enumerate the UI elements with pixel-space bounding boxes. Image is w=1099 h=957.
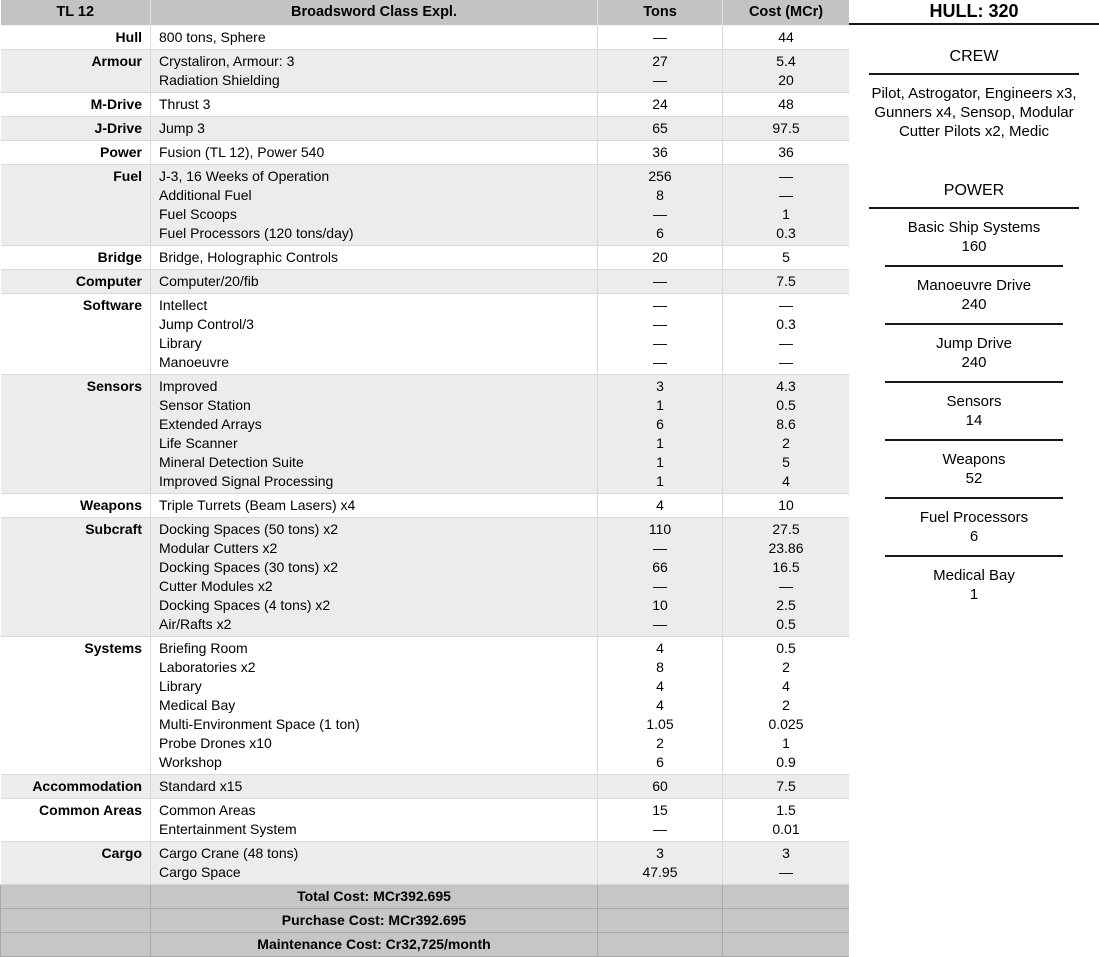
tons-line: 1.05 [646, 715, 674, 732]
tons-line: — [653, 28, 667, 45]
desc-line: Cargo Space [159, 863, 241, 880]
table-row [1, 140, 850, 164]
header-row [1, 0, 850, 25]
tons-line: 8 [656, 658, 664, 675]
cost-cell [723, 374, 850, 493]
summary-empty-cell [1, 932, 151, 956]
table-row [1, 798, 850, 841]
category-cell: Computer [1, 269, 151, 293]
cost-line: 5.4 [776, 52, 796, 69]
tons-cell [598, 92, 723, 116]
description-cell [151, 92, 598, 116]
description-cell [151, 116, 598, 140]
power-item-value: 6 [969, 528, 979, 545]
cost-line: 20 [778, 71, 794, 88]
category-cell: Bridge [1, 245, 151, 269]
tons-line: 66 [652, 558, 668, 575]
cost-line: 10 [778, 496, 794, 513]
desc-line: Intellect [159, 296, 208, 313]
category-cell: J-Drive [1, 116, 151, 140]
category-cell: Systems [1, 636, 151, 774]
cost-line: 2 [782, 658, 790, 675]
tons-line: — [653, 615, 667, 632]
desc-line: Fuel Processors (120 tons/day) [159, 224, 354, 241]
cost-line: — [779, 186, 793, 203]
summary-empty-cell [1, 884, 151, 908]
header-tl: TL 12 [1, 0, 151, 25]
spec-table-footer [1, 884, 850, 956]
desc-line: Computer/20/fib [159, 272, 259, 289]
desc-line: Crystaliron, Armour: 3 [159, 52, 295, 69]
tons-cell [598, 841, 723, 884]
tons-cell [598, 293, 723, 374]
description-cell [151, 164, 598, 245]
cost-line: 2 [782, 696, 790, 713]
power-item [849, 218, 1099, 267]
cost-line: 7.5 [776, 272, 796, 289]
cost-cell [723, 493, 850, 517]
summary-empty-cell [598, 932, 723, 956]
tons-line: 4 [656, 639, 664, 656]
tons-line: 4 [656, 496, 664, 513]
category-cell: Sensors [1, 374, 151, 493]
desc-line: Docking Spaces (30 tons) x2 [159, 558, 338, 575]
table-row [1, 49, 850, 92]
cost-line: 5 [782, 453, 790, 470]
cost-line: 5 [782, 248, 790, 265]
cost-line: — [779, 167, 793, 184]
tons-line: 4 [656, 696, 664, 713]
tons-line: 36 [652, 143, 668, 160]
desc-line: Entertainment System [159, 820, 297, 837]
cost-line: — [779, 863, 793, 880]
cost-line: 7.5 [776, 777, 796, 794]
description-cell [151, 774, 598, 798]
category-cell: Subcraft [1, 517, 151, 636]
summary-empty-cell [1, 908, 151, 932]
power-item-label: Jump Drive [936, 335, 1012, 352]
power-item-rule [885, 555, 1063, 557]
tons-cell [598, 140, 723, 164]
cost-cell [723, 92, 850, 116]
tons-line: 20 [652, 248, 668, 265]
desc-line: Thrust 3 [159, 95, 211, 112]
crew-section [849, 47, 1099, 141]
tons-cell [598, 374, 723, 493]
description-cell [151, 293, 598, 374]
cost-line: 3 [782, 844, 790, 861]
desc-line: Additional Fuel [159, 186, 252, 203]
tons-line: 3 [656, 377, 664, 394]
description-cell [151, 493, 598, 517]
summary-empty-cell [598, 884, 723, 908]
power-title: POWER [943, 182, 1005, 199]
category-cell: Software [1, 293, 151, 374]
power-item-label: Medical Bay [933, 567, 1015, 584]
desc-line: Mineral Detection Suite [159, 453, 304, 470]
category-cell: Armour [1, 49, 151, 92]
cost-line: 23.86 [768, 539, 804, 556]
desc-line: Docking Spaces (50 tons) x2 [159, 520, 338, 537]
tons-line: 1 [656, 396, 664, 413]
cost-line: — [779, 296, 793, 313]
desc-line: Library [159, 677, 202, 694]
desc-line: Multi-Environment Space (1 ton) [159, 715, 360, 732]
description-cell [151, 841, 598, 884]
cost-line: 1.5 [776, 801, 796, 818]
cost-cell [723, 164, 850, 245]
category-cell: Cargo [1, 841, 151, 884]
cost-line: 97.5 [772, 119, 800, 136]
power-item-label: Basic Ship Systems [907, 219, 1041, 236]
category-cell: Weapons [1, 493, 151, 517]
cost-line: 36 [778, 143, 794, 160]
cost-line: 16.5 [772, 558, 800, 575]
desc-line: Medical Bay [159, 696, 236, 713]
cost-line: 4 [782, 472, 790, 489]
cost-line: 44 [778, 28, 794, 45]
table-row [1, 493, 850, 517]
summary-text: Purchase Cost: MCr392.695 [151, 908, 598, 932]
cost-cell [723, 517, 850, 636]
cost-cell [723, 25, 850, 49]
description-cell [151, 636, 598, 774]
cost-cell [723, 140, 850, 164]
desc-line: Fuel Scoops [159, 205, 237, 222]
crew-members: Pilot, Astrogator, Engineers x3, Gunners x4, Sensop, Modular Cutter Pilots x2, Medic [871, 85, 1077, 140]
tons-cell [598, 245, 723, 269]
category-cell: Fuel [1, 164, 151, 245]
cost-line: 0.5 [776, 615, 796, 632]
tons-line: — [653, 272, 667, 289]
tons-line: 2 [656, 734, 664, 751]
header-class-name: Broadsword Class Expl. [151, 0, 598, 25]
power-item [849, 508, 1099, 557]
crew-title-rule [869, 73, 1079, 75]
power-item [849, 276, 1099, 325]
description-cell [151, 269, 598, 293]
category-cell: Accommodation [1, 774, 151, 798]
tons-line: 6 [656, 753, 664, 770]
category-cell: Common Areas [1, 798, 151, 841]
power-item-rule [885, 381, 1063, 383]
table-row [1, 293, 850, 374]
tons-line: — [653, 71, 667, 88]
desc-line: Probe Drones x10 [159, 734, 272, 751]
desc-line: Fusion (TL 12), Power 540 [159, 143, 325, 160]
power-item-value: 240 [961, 354, 987, 371]
description-cell [151, 374, 598, 493]
description-cell [151, 245, 598, 269]
summary-text: Maintenance Cost: Cr32,725/month [151, 932, 598, 956]
cost-line: 0.01 [772, 820, 800, 837]
desc-line: Life Scanner [159, 434, 238, 451]
tons-line: — [653, 820, 667, 837]
desc-line: Briefing Room [159, 639, 248, 656]
power-section [849, 181, 1099, 604]
desc-line: Improved [159, 377, 218, 394]
tons-cell [598, 774, 723, 798]
power-title-rule [869, 207, 1079, 209]
tons-line: 3 [656, 844, 664, 861]
power-item-value: 14 [965, 412, 983, 429]
description-cell [151, 517, 598, 636]
spec-table-header [1, 0, 850, 25]
summary-row [1, 884, 850, 908]
power-item-label: Sensors [946, 393, 1002, 410]
description-cell [151, 49, 598, 92]
power-list [849, 218, 1099, 604]
tons-line: 1 [656, 472, 664, 489]
desc-line: Standard x15 [159, 777, 243, 794]
cost-line: 0.3 [776, 315, 796, 332]
desc-line: Cargo Crane (48 tons) [159, 844, 299, 861]
category-cell: M-Drive [1, 92, 151, 116]
desc-line: Sensor Station [159, 396, 251, 413]
power-item-value: 240 [961, 296, 987, 313]
power-item-rule [885, 265, 1063, 267]
cost-line: 48 [778, 95, 794, 112]
power-item-rule [885, 439, 1063, 441]
desc-line: Extended Arrays [159, 415, 262, 432]
tons-line: 60 [652, 777, 668, 794]
crew-title: CREW [949, 48, 999, 65]
cost-line: 0.9 [776, 753, 796, 770]
cost-cell [723, 841, 850, 884]
cost-cell [723, 774, 850, 798]
tons-line: 10 [652, 596, 668, 613]
desc-line: Jump 3 [159, 119, 205, 136]
cost-cell [723, 269, 850, 293]
summary-empty-cell [598, 908, 723, 932]
cost-line: — [779, 353, 793, 370]
desc-line: Bridge, Holographic Controls [159, 248, 338, 265]
tons-line: 6 [656, 224, 664, 241]
cost-line: 8.6 [776, 415, 796, 432]
desc-line: Radiation Shielding [159, 71, 280, 88]
cost-line: 2.5 [776, 596, 796, 613]
table-row [1, 116, 850, 140]
power-item-value: 1 [969, 586, 979, 603]
cost-line: 0.5 [776, 639, 796, 656]
description-cell [151, 798, 598, 841]
summary-row [1, 908, 850, 932]
desc-line: Triple Turrets (Beam Lasers) x4 [159, 496, 356, 513]
desc-line: Jump Control/3 [159, 315, 254, 332]
tons-line: 1 [656, 453, 664, 470]
tons-line: 6 [656, 415, 664, 432]
description-cell [151, 140, 598, 164]
power-item-rule [885, 497, 1063, 499]
tons-line: — [653, 334, 667, 351]
table-row [1, 92, 850, 116]
cost-line: 1 [782, 205, 790, 222]
table-row [1, 25, 850, 49]
table-row [1, 841, 850, 884]
table-row [1, 374, 850, 493]
desc-line: Improved Signal Processing [159, 472, 334, 489]
desc-line: J-3, 16 Weeks of Operation [159, 167, 330, 184]
power-item [849, 334, 1099, 383]
tons-line: 65 [652, 119, 668, 136]
tons-cell [598, 164, 723, 245]
cost-cell [723, 293, 850, 374]
table-row [1, 164, 850, 245]
tons-line: 4 [656, 677, 664, 694]
cost-line: 1 [782, 734, 790, 751]
table-row [1, 245, 850, 269]
desc-line: Modular Cutters x2 [159, 539, 278, 556]
cost-cell [723, 116, 850, 140]
category-cell: Power [1, 140, 151, 164]
power-item-value: 52 [965, 470, 983, 487]
header-tons: Tons [598, 0, 723, 25]
cost-line: — [779, 577, 793, 594]
cost-line: — [779, 334, 793, 351]
cost-line: 0.3 [776, 224, 796, 241]
desc-line: Common Areas [159, 801, 256, 818]
tons-line: — [653, 296, 667, 313]
description-cell [151, 25, 598, 49]
tons-line: 47.95 [642, 863, 678, 880]
cost-cell [723, 636, 850, 774]
tons-line: 256 [648, 167, 672, 184]
summary-empty-cell [723, 908, 850, 932]
power-item-label: Weapons [942, 451, 1006, 468]
cost-line: 27.5 [772, 520, 800, 537]
tons-cell [598, 517, 723, 636]
power-item-label: Fuel Processors [919, 509, 1029, 526]
table-row [1, 636, 850, 774]
table-row [1, 269, 850, 293]
tons-cell [598, 49, 723, 92]
table-row [1, 774, 850, 798]
tons-line: 8 [656, 186, 664, 203]
power-item-value: 160 [961, 238, 987, 255]
hull-rating: HULL: 320 [849, 0, 1099, 25]
power-item-rule [885, 323, 1063, 325]
tons-cell [598, 636, 723, 774]
cost-cell [723, 245, 850, 269]
tons-line: 1 [656, 434, 664, 451]
tons-cell [598, 116, 723, 140]
desc-line: Laboratories x2 [159, 658, 256, 675]
power-item-label: Manoeuvre Drive [916, 277, 1032, 294]
tons-line: 15 [652, 801, 668, 818]
cost-line: 2 [782, 434, 790, 451]
desc-line: Cutter Modules x2 [159, 577, 273, 594]
summary-empty-cell [723, 884, 850, 908]
tons-cell [598, 269, 723, 293]
tons-cell [598, 798, 723, 841]
header-cost: Cost (MCr) [723, 0, 850, 25]
cost-line: 0.5 [776, 396, 796, 413]
stats-sidebar [849, 0, 1099, 957]
summary-row [1, 932, 850, 956]
tons-cell [598, 493, 723, 517]
cost-line: 0.025 [768, 715, 804, 732]
summary-empty-cell [723, 932, 850, 956]
cost-line: 4.3 [776, 377, 796, 394]
table-row [1, 517, 850, 636]
tons-line: — [653, 577, 667, 594]
tons-line: 27 [652, 52, 668, 69]
tons-line: — [653, 353, 667, 370]
tons-cell [598, 25, 723, 49]
tons-line: — [653, 315, 667, 332]
power-item [849, 566, 1099, 604]
tons-line: — [653, 539, 667, 556]
power-item [849, 392, 1099, 441]
desc-line: Air/Rafts x2 [159, 615, 232, 632]
desc-line: Workshop [159, 753, 222, 770]
tons-line: 24 [652, 95, 668, 112]
cost-cell [723, 798, 850, 841]
category-cell: Hull [1, 25, 151, 49]
tons-line: 110 [648, 520, 672, 537]
tons-line: — [653, 205, 667, 222]
summary-text: Total Cost: MCr392.695 [151, 884, 598, 908]
desc-line: Docking Spaces (4 tons) x2 [159, 596, 331, 613]
desc-line: 800 tons, Sphere [159, 28, 266, 45]
spec-table-body [1, 25, 850, 884]
cost-cell [723, 49, 850, 92]
power-item [849, 450, 1099, 499]
desc-line: Manoeuvre [159, 353, 230, 370]
desc-line: Library [159, 334, 202, 351]
cost-line: 4 [782, 677, 790, 694]
